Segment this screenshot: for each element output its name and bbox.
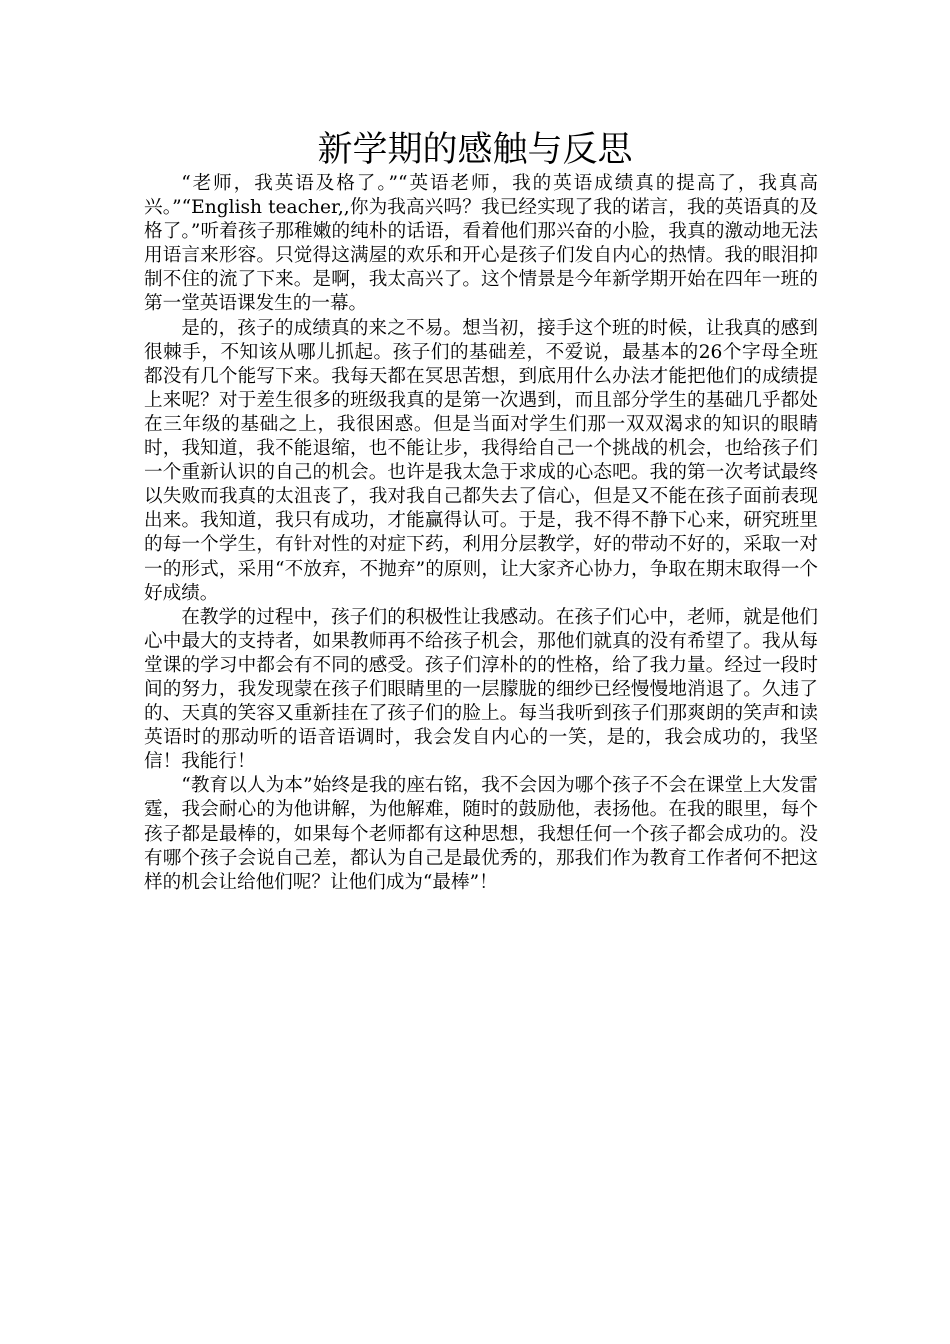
- paragraph-2: 是的，孩子的成绩真的来之不易。想当初，接手这个班的时候，让我真的感到很棘手，不知该从哪儿抓起。孩子们的基础差，不爱说，最基本的26个字母全班都没有几个能写下来。我每天都在冥思苦想，到底用什么办法才能把他们的成绩提上来呢？对于差生很多的班级我真的是第一次遇到，而且部分学生的基础几乎都处在三年级的基础之上，我很困惑。但是当面对学生们那一双双渴求的知识的眼睛时，我知道，我不能退缩，也不能让步，我得给自己一个挑战的机会，也给孩子们一个重新认识的自己的机会。也许是我太急于求成的心态吧。我的第一次考试最终以失败而我真的太沮丧了，我对我自己都失去了信心，但是又不能在孩子面前表现出来。我知道，我只有成功，才能赢得认可。于是，我不得不静下心来，研究班里的每一个学生，有针对性的对症下药，利用分层教学，好的带动不好的，采取一对一的形式，采用“不放弃，不抛弃”的原则，让大家齐心协力，争取在期末取得一个好成绩。: [144, 317, 818, 604]
- document-body: [144, 172, 818, 895]
- paragraph-3: 在教学的过程中，孩子们的积极性让我感动。在孩子们心中，老师，就是他们心中最大的支持者，如果教师再不给孩子机会，那他们就真的没有希望了。我从每堂课的学习中都会有不同的感受。孩子们淳朴的的性格，给了我力量。经过一段时间的努力，我发现蒙在孩子们眼睛里的一层朦胧的细纱已经慢慢地消退了。久违了的、天真的笑容又重新挂在了孩子们的脸上。每当我听到孩子们那爽朗的笑声和读英语时的那动听的语音语调时，我会发自内心的一笑，是的，我会成功的，我坚信！我能行！: [144, 606, 818, 773]
- paragraph-4: “教育以人为本”始终是我的座右铭，我不会因为哪个孩子不会在课堂上大发雷霆，我会耐心的为他讲解，为他解难，随时的鼓励他，表扬他。在我的眼里，每个孩子都是最棒的，如果每个老师都有这种思想，我想任何一个孩子都会成功的。没有哪个孩子会说自己差，都认为自己是最优秀的，那我们作为教育工作者何不把这样的机会让给他们呢？让他们成为“最棒”！: [144, 775, 818, 893]
- document-title: 新学期的感触与反思: [317, 130, 633, 170]
- paragraph-1: “老师，我英语及格了。”“英语老师，我的英语成绩真的提高了，我真高兴。”“English teacher,,你为我高兴吗？我已经实现了我的诺言，我的英语真的及格了。”听着孩子那稚嫩的纯朴的话语，看着他们那兴奋的小脸，我真的激动地无法用语言来形容。只觉得这满屋的欢乐和开心是孩子们发自内心的热情。我的眼泪抑制不住的流了下来。是啊，我太高兴了。这个情景是今年新学期开始在四年一班的第一堂英语课发生的一幕。: [144, 173, 818, 315]
